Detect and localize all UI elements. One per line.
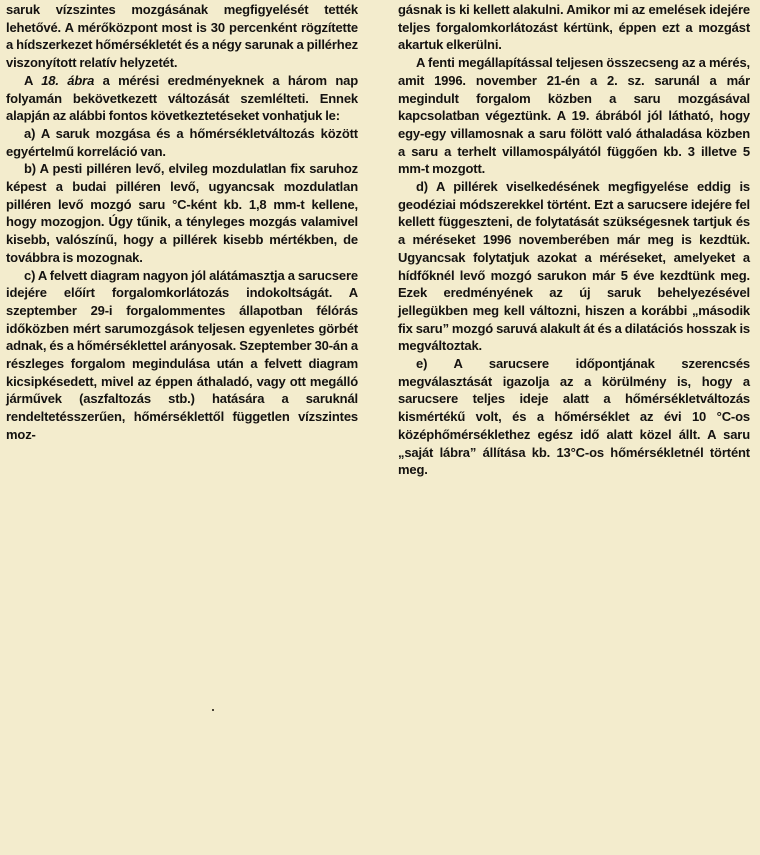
left-paragraph-2: [6, 72, 358, 125]
right-paragraph-1: gásnak is ki kellett alakulni. Amikor mi az emelések idejére teljes forgalomkorlátozást kértünk, éppen ezt a mozgást akartuk elkerülni.: [398, 2, 750, 53]
left-paragraph-a: a) A saruk mozgása és a hőmérsékletváltozás között egyértelmű korreláció van.: [6, 125, 358, 159]
right-text-column: [398, 1, 750, 479]
right-paragraph-2: A fenti megállapítással teljesen összecseng az a mérés, amit 1996. november 21-én a 2. sz. sarunál a már megindult forgalom közben a saru mozgásával kapcsolatban végeztünk. A 19. ábrából jól látható, hogy egy-egy villamosnak a saru fölött való áthaladása közben a saru a terhelt villamospályától függően kb. 3 illetve 5 mm-t mozgott.: [398, 55, 750, 177]
left-text-column: [6, 1, 358, 444]
right-paragraph-d: d) A pillérek viselkedésének megfigyelése eddig is geodéziai módszerekkel történt. Ezt a sarucsere idejére fel kellett függeszteni, de folytatását szükségesnek tartjuk és a méréseket 1996 novemberében már meg is kezdtük. Ugyancsak folytatjuk azokat a méréseket, amelyeket a hídfőknél levő mozgó sarukon már 5 éve kezdtünk meg. Ezek eredményének az új saruk behelyezésével jellegükben meg kell változni, hiszen a korábbi „második fix saru” mozgó saruvá alakult át és a dilatációs hosszak is megváltoztak.: [398, 179, 750, 354]
scan-speck: [212, 709, 214, 711]
figure-ref-rest: a mérési eredményeknek a három nap folyamán bekövetkezett változását szemlélteti. Ennek alapján az alábbi fontos következtetéseket vonhatjuk le:: [6, 72, 358, 124]
left-paragraph-1: saruk vízszintes mozgásának megfigyelését tették lehetővé. A mérőközpont most is 30 percenként rögzítette a hídszerkezet hőmérsékletét és a négy sarunak a pillérhez viszonyított relatív helyzetét.: [6, 2, 358, 71]
left-paragraph-b: b) A pesti pilléren levő, elvileg mozdulatlan fix saruhoz képest a budai pilléren levő, ugyancsak mozdulatlan pilléren levő mozgó saru °C-ként kb. 1,8 mm-t kellene, hogy mozogjon. Úgy tűnik, a tényleges mozgás valamivel kisebb, valószínű, hogy a pillérek kisebb mértékben, de továbbra is mozognak.: [6, 161, 358, 265]
figure-ref-prefix: A: [24, 72, 42, 88]
figure-18-reference: 18. ábra: [41, 72, 95, 88]
right-paragraph-e: e) A sarucsere időpontjának szerencsés megválasztását igazolja az a körülmény is, hogy a sarucsere teljes ideje alatt a hőmérsékletváltozás kismértékű volt, és a hőmérséklet az évi 10 °C-os középhőmérséklethez egész idő alatt közel állt. A saru „saját lábra” állítása kb. 13°C-os hőmérsékletnél történt meg.: [398, 356, 750, 478]
left-paragraph-c: c) A felvett diagram nagyon jól alátámasztja a sarucsere idejére előírt forgalomkorlátozás indokoltságát. A szeptember 29-i forgalommentes állapotban félórás időközben mért sarumozgások teljesen egyenletes görbét adnak, és a hőmérséklettel arányosak. Szeptember 30-án a részleges forgalom megindulása után a felvett diagram kicsipkésedett, mivel az éppen áthaladó, vagy ott megálló járművek (aszfaltozás stb.) hatására a saruknál rendeltetésszerűen, hőmérséklettől független vízszintes moz-: [6, 267, 358, 442]
